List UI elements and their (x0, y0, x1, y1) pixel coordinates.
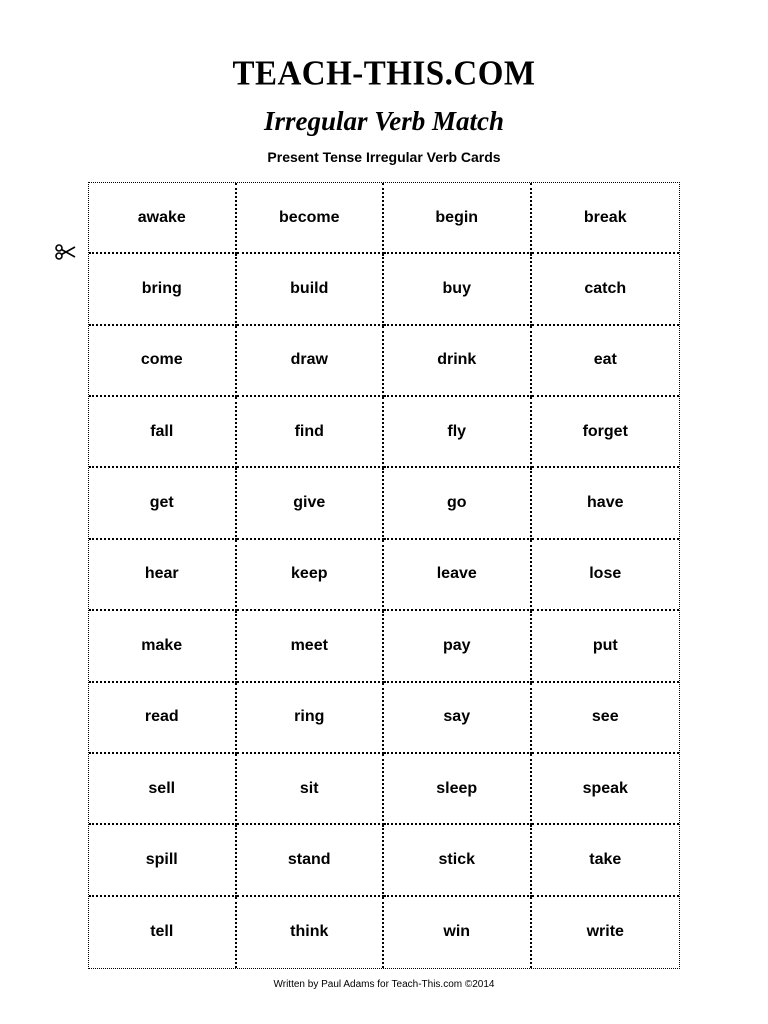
verb-card: sit (237, 754, 385, 825)
verb-card: win (384, 897, 532, 968)
verb-card: drink (384, 326, 532, 397)
verb-card: spill (89, 825, 237, 896)
verb-card: catch (532, 254, 680, 325)
verb-card: fly (384, 397, 532, 468)
verb-card-grid (88, 182, 680, 969)
verb-card: sell (89, 754, 237, 825)
verb-card: begin (384, 183, 532, 254)
verb-card: speak (532, 754, 680, 825)
verb-card: forget (532, 397, 680, 468)
verb-card: become (237, 183, 385, 254)
verb-card: say (384, 683, 532, 754)
verb-card: sleep (384, 754, 532, 825)
verb-card: eat (532, 326, 680, 397)
verb-card: get (89, 468, 237, 539)
verb-card: take (532, 825, 680, 896)
verb-card: fall (89, 397, 237, 468)
worksheet-subtitle: Present Tense Irregular Verb Cards (267, 149, 501, 165)
verb-card: read (89, 683, 237, 754)
verb-card: lose (532, 540, 680, 611)
worksheet-title: Irregular Verb Match (263, 106, 505, 136)
verb-card: draw (237, 326, 385, 397)
verb-card: see (532, 683, 680, 754)
verb-card: put (532, 611, 680, 682)
verb-card: break (532, 183, 680, 254)
verb-card: ring (237, 683, 385, 754)
verb-card: give (237, 468, 385, 539)
site-title: TEACH-THIS.COM (232, 55, 536, 93)
verb-card: build (237, 254, 385, 325)
verb-card: pay (384, 611, 532, 682)
verb-card: leave (384, 540, 532, 611)
verb-card: keep (237, 540, 385, 611)
verb-card: write (586, 923, 624, 941)
verb-card: awake (89, 183, 237, 254)
verb-card: bring (89, 254, 237, 325)
verb-card: think (237, 897, 385, 968)
verb-card: meet (237, 611, 385, 682)
verb-card: have (532, 468, 680, 539)
verb-card: make (89, 611, 237, 682)
footer-credit: Written by Paul Adams for Teach-This.com ©2014 (273, 979, 495, 990)
verb-card: come (89, 326, 237, 397)
verb-card: buy (384, 254, 532, 325)
verb-card: stick (384, 825, 532, 896)
verb-card: find (237, 397, 385, 468)
scissors-icon (54, 240, 78, 264)
verb-card: hear (89, 540, 237, 611)
verb-card: stand (237, 825, 385, 896)
verb-card: go (384, 468, 532, 539)
verb-card: tell (89, 897, 237, 968)
